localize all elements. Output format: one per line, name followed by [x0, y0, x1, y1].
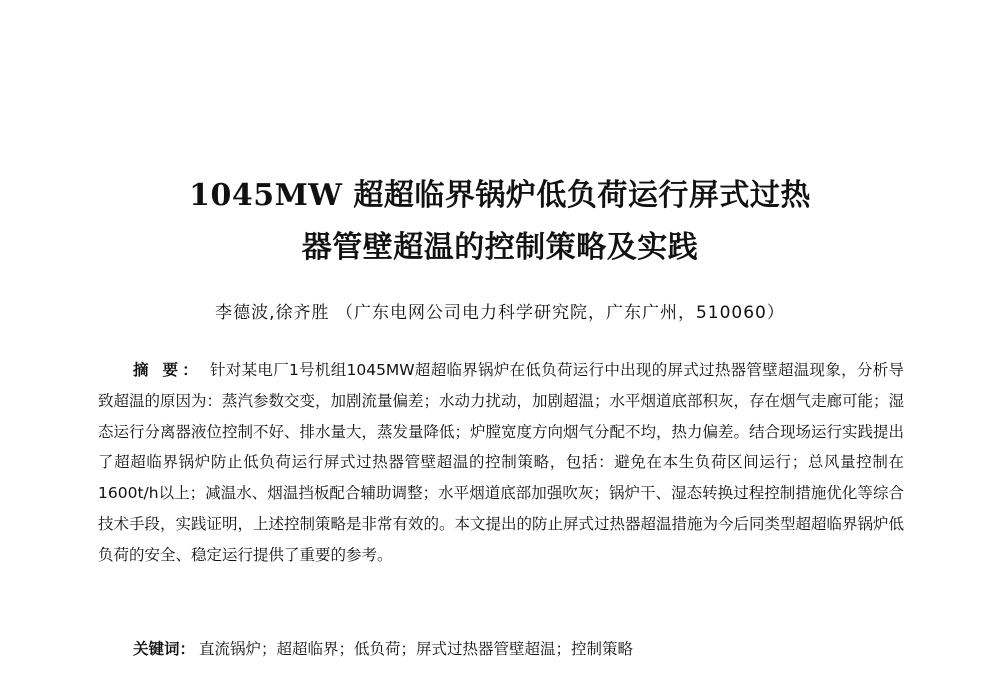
- keywords-text: 直流锅炉；超超临界；低负荷；屏式过热器管壁超温；控制策略: [199, 640, 634, 658]
- keywords-label: 关键词：: [133, 640, 196, 658]
- paper-title-line-1: 1045MW 超超临界锅炉低负荷运行屏式过热: [189, 178, 811, 213]
- paper-authors: 李德波,徐齐胜 （广东电网公司电力科学研究院，广东广州，510060）: [215, 303, 785, 323]
- abstract-text: 针对某电厂1号机组1045MW超超临界锅炉在低负荷运行中出现的屏式过热器管壁超温现象，分析导致超温的原因为：蒸汽参数交变，加剧流量偏差；水动力扰动，加剧超温；水平烟道底部积灰，存在烟气走廊可能；湿态运行分离器液位控制不好、排水量大，蒸发量降低；炉膛宽度方向烟气分配不均，热力偏差。结合现场运行实践提出了超超临界锅炉防止低负荷运行屏式过热器管壁超温的控制策略，包括：避免在本生负荷区间运行；总风量控制在1600t/h以上；减温水、烟温挡板配合辅助调整；水平烟道底部加强吹灰；锅炉干、湿态转换过程控制措施优化等综合技术手段，实践证明，上述控制策略是非常有效的。本文提出的防止屏式过热器超温措施为今后同类型超超临界锅炉低负荷的安全、稳定运行提供了重要的参考。: [98, 361, 905, 564]
- abstract-label: 摘 要：: [133, 361, 203, 379]
- paper-title-line-2: 器管壁超温的控制策略及实践: [301, 230, 699, 265]
- abstract-paragraph: [98, 355, 904, 571]
- keywords-line: [133, 634, 913, 664]
